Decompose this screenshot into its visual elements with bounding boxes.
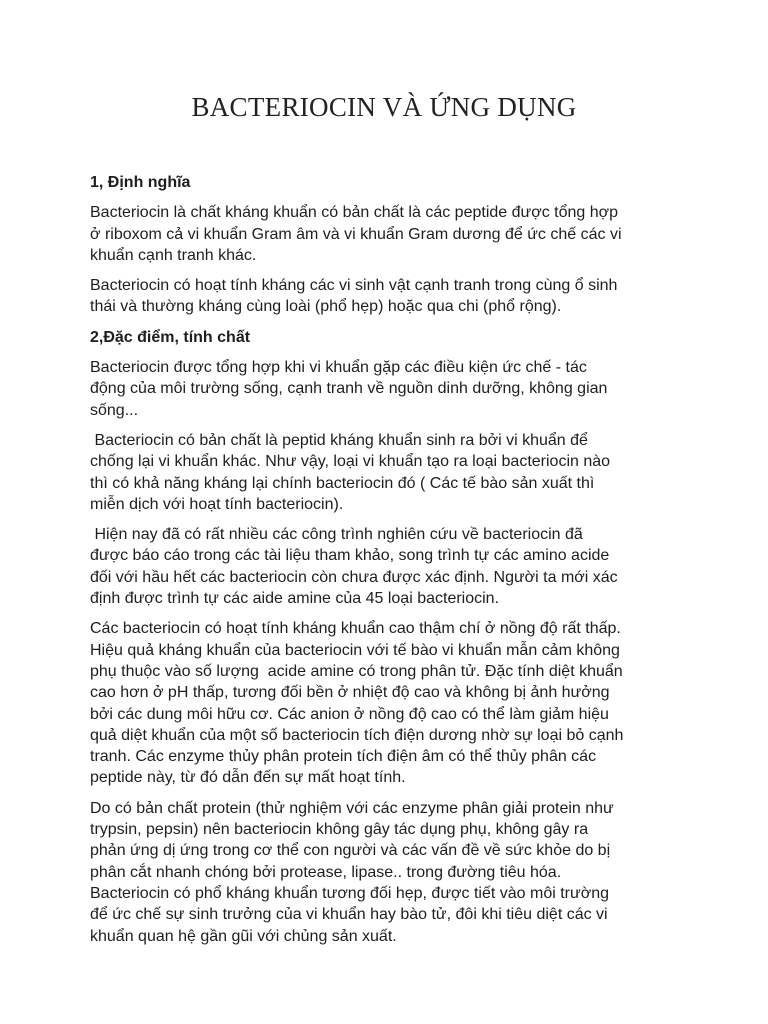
paragraph	[90, 798, 710, 947]
paragraph-line: phân cắt nhanh chóng bởi protease, lipase.. trong đường tiêu hóa.	[90, 863, 562, 881]
paragraph-line: chống lại vi khuẩn khác. Như vậy, loại vi khuẩn tạo ra loại bacteriocin nào	[90, 453, 611, 471]
paragraph-line: Bacteriocin được tổng hợp khi vi khuẩn gặp các điều kiện ức chế - tác	[90, 359, 587, 377]
paragraph-line: định được trình tự các aide amine của 45 loại bacteriocin.	[90, 590, 500, 608]
paragraph-line: Các bacteriocin có hoạt tính kháng khuẩn cao thậm chí ở nồng độ rất thấp.	[90, 620, 621, 638]
paragraph-line: đối với hầu hết các bacteriocin còn chưa được xác định. Người ta mới xác	[90, 568, 618, 586]
paragraph-line: sống...	[90, 401, 139, 419]
paragraph-line: Hiện nay đã có rất nhiều các công trình nghiên cứu về bacteriocin đã	[90, 526, 583, 544]
paragraph-line: thái và thường kháng cùng loài (phổ hẹp) hoặc qua chi (phổ rộng).	[90, 298, 562, 316]
paragraph-line: khuẩn quan hệ gần gũi với chủng sản xuất.	[90, 927, 397, 945]
paragraph-line: Bacteriocin có hoạt tính kháng các vi sinh vật cạnh tranh trong cùng ổ sinh	[90, 277, 618, 295]
section-heading: 2,Đặc điểm, tính chất	[90, 328, 251, 346]
paragraph-line: ở riboxom cả vi khuẩn Gram âm và vi khuẩn Gram dương để ức chế các vi	[90, 225, 622, 243]
paragraph-line: tranh. Các enzyme thủy phân protein tích điện âm có thể thủy phân các	[90, 748, 597, 766]
paragraph-line: miễn dịch với hoạt tính bacteriocin).	[90, 495, 344, 513]
paragraph-line: Bacteriocin có bản chất là peptid kháng khuẩn sinh ra bởi vi khuẩn để	[90, 431, 588, 449]
paragraph-line: động của môi trường sống, cạnh tranh về nguồn dinh dưỡng, không gian	[90, 380, 608, 398]
paragraph	[90, 357, 710, 421]
paragraph-line: phụ thuộc vào số lượng acide amine có trong phân tử. Đặc tính diệt khuẩn	[90, 662, 623, 680]
paragraph	[90, 618, 710, 788]
paragraph-line: khuẩn cạnh tranh khác.	[90, 246, 257, 264]
paragraph-line: Hiệu quả kháng khuẩn của bacteriocin với tế bào vi khuẩn mẫn cảm không	[90, 641, 620, 659]
paragraph	[90, 430, 710, 515]
paragraph-line: Bacteriocin là chất kháng khuẩn có bản chất là các peptide được tổng hợp	[90, 204, 619, 222]
paragraph	[90, 275, 710, 318]
paragraph-line: quả diệt khuẩn của một số bacteriocin tích điện dương nhờ sự loại bỏ cạnh	[90, 726, 624, 744]
paragraph-line: trypsin, pepsin) nên bacteriocin không gây tác dụng phụ, không gây ra	[90, 821, 589, 839]
paragraph-line: Bacteriocin có phổ kháng khuẩn tương đối hẹp, được tiết vào môi trường	[90, 884, 610, 902]
paragraph-line: peptide này, từ đó dẫn đến sự mất hoạt tính.	[90, 769, 406, 787]
paragraph-line: được báo cáo trong các tài liệu tham khảo, song trình tự các amino acide	[90, 547, 610, 565]
paragraph-line: thì có khả năng kháng lại chính bacteriocin đó ( Các tế bào sản xuất thì	[90, 474, 595, 492]
paragraph	[90, 202, 710, 266]
document-title: BACTERIOCIN VÀ ỨNG DỤNG	[191, 92, 577, 122]
paragraph-line: Do có bản chất protein (thử nghiệm với các enzyme phân giải protein như	[90, 799, 614, 817]
paragraph-line: để ức chế sự sinh trưởng của vi khuẩn hay bào tử, đôi khi tiêu diệt các vi	[90, 906, 608, 924]
paragraph	[90, 524, 710, 609]
paragraph-line: phản ứng dị ứng trong cơ thể con người và các vấn đề về sức khỏe do bị	[90, 842, 611, 860]
paragraph-line: cao hơn ở pH thấp, tương đối bền ở nhiệt độ cao và không bị ảnh hưởng	[90, 684, 610, 702]
document-body	[90, 172, 710, 956]
section-heading: 1, Định nghĩa	[90, 174, 191, 191]
paragraph-line: bởi các dung môi hữu cơ. Các anion ở nồng độ cao có thể làm giảm hiệu	[90, 705, 609, 723]
